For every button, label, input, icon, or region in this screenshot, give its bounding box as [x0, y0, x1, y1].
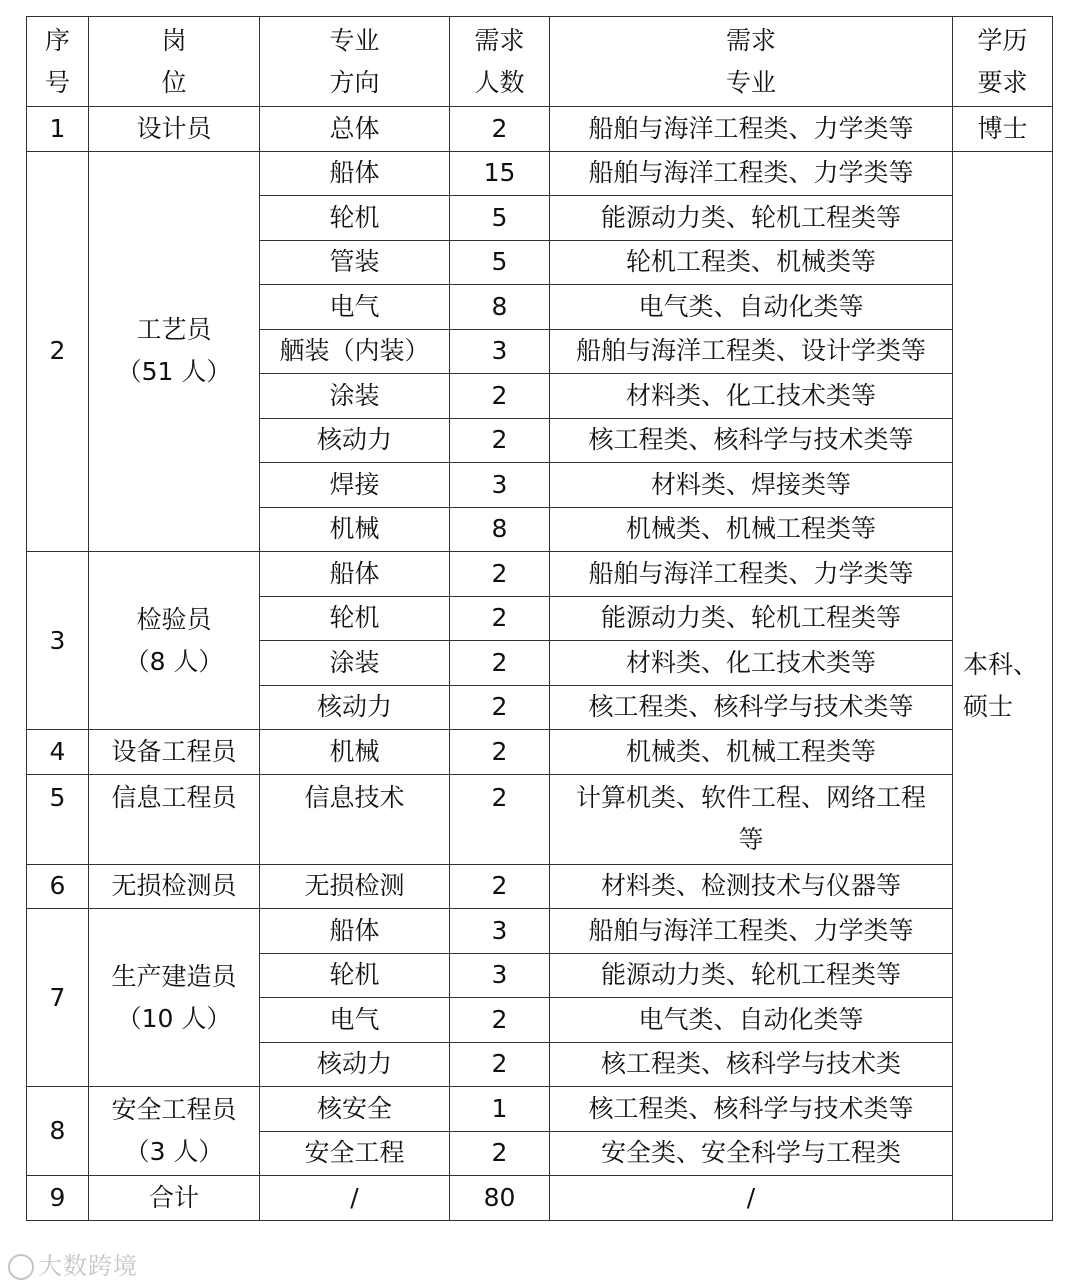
- table-row: [27, 864, 1053, 909]
- cell-text: 3: [49, 625, 66, 655]
- major-cell: [550, 641, 953, 686]
- post-cell: [89, 909, 260, 1087]
- direction-cell: [260, 552, 450, 597]
- cell-text: 8: [491, 514, 508, 544]
- count-cell: [450, 641, 550, 686]
- cell-text: 5: [49, 782, 66, 812]
- cell-text: （8 人）: [124, 646, 224, 676]
- cell-text: 船体: [329, 558, 380, 588]
- cell-text: 材料类、化工技术类等: [625, 647, 876, 677]
- cell-text: 2: [491, 380, 508, 410]
- cell-text: 生产建造员: [111, 961, 237, 991]
- header-edu: 学历 要求: [953, 17, 1053, 107]
- major-cell: [550, 1087, 953, 1132]
- edu-cell: [953, 107, 1053, 152]
- seq-cell: [27, 552, 89, 730]
- table-row: [27, 107, 1053, 152]
- cell-text: 轮机: [329, 960, 380, 990]
- cell-text: 设备工程员: [111, 736, 237, 766]
- direction-cell: [260, 774, 450, 864]
- post-cell: [89, 864, 260, 909]
- header-post: 岗 位: [89, 17, 260, 107]
- cell-text: 涂装: [329, 380, 380, 410]
- cell-text: 能源动力类、轮机工程类等: [600, 202, 901, 232]
- cell-text: 总体: [329, 113, 380, 143]
- direction-cell: [260, 596, 450, 641]
- direction-cell: [260, 196, 450, 241]
- cell-text: 安全工程: [304, 1138, 405, 1168]
- cell-text: 8: [49, 1116, 66, 1145]
- cell-text: 2: [491, 113, 508, 143]
- cell-text: 能源动力类、轮机工程类等: [600, 960, 901, 990]
- header-count: 需求 人数: [450, 17, 550, 107]
- direction-cell: [260, 374, 450, 419]
- count-cell: [450, 463, 550, 508]
- count-cell: [450, 909, 550, 954]
- cell-text: 轮机工程类、机械类等: [625, 247, 876, 277]
- cell-text: 2: [491, 425, 508, 455]
- header-seq: 序 号: [27, 17, 89, 107]
- direction-cell: [260, 998, 450, 1043]
- direction-cell: [260, 685, 450, 730]
- total-count-cell: [450, 1176, 550, 1221]
- cell-text: 船舶与海洋工程类、设计学类等: [575, 336, 926, 366]
- direction-cell: [260, 1042, 450, 1087]
- total-direction-cell: [260, 1176, 450, 1221]
- cell-text: 材料类、焊接类等: [650, 469, 851, 499]
- cell-text: 3: [491, 960, 508, 990]
- cell-text: 船体: [329, 915, 380, 945]
- major-cell: [550, 285, 953, 330]
- cell-text: 信息技术: [304, 782, 405, 812]
- count-cell: [450, 1131, 550, 1176]
- cell-text: /: [350, 1182, 359, 1212]
- watermark-logo-icon: [8, 1254, 34, 1280]
- table-row: [27, 730, 1053, 775]
- cell-text: 材料类、检测技术与仪器等: [600, 871, 901, 901]
- count-cell: [450, 107, 550, 152]
- post-cell: [89, 552, 260, 730]
- post-cell: [89, 730, 260, 775]
- cell-text: 9: [49, 1182, 66, 1212]
- cell-text: 核工程类、核科学与技术类等: [588, 1093, 914, 1123]
- cell-text: （10 人）: [116, 1003, 232, 1033]
- cell-text: 1: [49, 113, 66, 143]
- direction-cell: [260, 107, 450, 152]
- major-cell: [550, 1131, 953, 1176]
- direction-cell: [260, 1087, 450, 1132]
- header-row: [27, 17, 1053, 107]
- cell-text: 2: [491, 603, 508, 633]
- cell-text: 轮机: [329, 202, 380, 232]
- count-cell: [450, 774, 550, 864]
- cell-text: 电气类、自动化类等: [638, 1004, 864, 1034]
- count-cell: [450, 1087, 550, 1132]
- post-cell: [89, 774, 260, 864]
- cell-text: 等: [738, 825, 764, 854]
- cell-text: 7: [49, 982, 66, 1012]
- cell-text: 机械: [329, 736, 380, 766]
- direction-cell: [260, 507, 450, 552]
- total-label-cell: [89, 1176, 260, 1221]
- major-cell: [550, 507, 953, 552]
- direction-cell: [260, 909, 450, 954]
- major-cell: [550, 552, 953, 597]
- count-cell: [450, 1042, 550, 1087]
- cell-text: 2: [491, 871, 508, 901]
- cell-text: 2: [491, 692, 508, 722]
- cell-text: 轮机: [329, 603, 380, 633]
- cell-text: 核动力: [316, 692, 392, 722]
- count-cell: [450, 151, 550, 196]
- major-cell: [550, 463, 953, 508]
- count-cell: [450, 418, 550, 463]
- cell-text: 材料类、化工技术类等: [625, 380, 876, 410]
- major-cell: [550, 953, 953, 998]
- cell-text: （3 人）: [124, 1137, 224, 1166]
- major-cell: [550, 774, 953, 864]
- cell-text: 5: [491, 247, 508, 277]
- seq-cell: [27, 107, 89, 152]
- cell-text: 2: [491, 782, 508, 812]
- major-cell: [550, 1042, 953, 1087]
- count-cell: [450, 329, 550, 374]
- cell-text: 硕士: [963, 691, 1014, 721]
- header-major: 需求 专业: [550, 17, 953, 107]
- cell-text: 工艺员: [136, 315, 212, 345]
- cell-text: 舾装（内装）: [279, 336, 430, 366]
- cell-text: 电气类、自动化类等: [638, 291, 864, 321]
- cell-text: 合计: [148, 1182, 199, 1212]
- cell-text: 焊接: [329, 469, 380, 499]
- post-cell: [89, 107, 260, 152]
- cell-text: 2: [491, 647, 508, 677]
- cell-text: 能源动力类、轮机工程类等: [600, 603, 901, 633]
- seq-cell: [27, 730, 89, 775]
- major-cell: [550, 374, 953, 419]
- shared-edu-cell: [953, 151, 1053, 1220]
- major-cell: [550, 909, 953, 954]
- cell-text: 博士: [977, 113, 1028, 143]
- recruitment-table: [26, 16, 1053, 1221]
- count-cell: [450, 196, 550, 241]
- count-cell: [450, 953, 550, 998]
- count-cell: [450, 507, 550, 552]
- cell-text: 船舶与海洋工程类、力学类等: [588, 113, 914, 143]
- cell-text: 检验员: [136, 604, 212, 634]
- post-cell: [89, 151, 260, 552]
- cell-text: 计算机类、软件工程、网络工程: [575, 783, 926, 812]
- major-cell: [550, 730, 953, 775]
- seq-cell: [27, 151, 89, 552]
- count-cell: [450, 285, 550, 330]
- count-cell: [450, 685, 550, 730]
- count-cell: [450, 730, 550, 775]
- cell-text: 核动力: [316, 1049, 392, 1079]
- major-cell: [550, 998, 953, 1043]
- seq-cell: [27, 1087, 89, 1176]
- direction-cell: [260, 1131, 450, 1176]
- table-row: [27, 151, 1053, 196]
- major-cell: [550, 329, 953, 374]
- cell-text: 船体: [329, 158, 380, 188]
- major-cell: [550, 196, 953, 241]
- cell-text: 安全类、安全科学与工程类: [600, 1138, 901, 1168]
- cell-text: 船舶与海洋工程类、力学类等: [588, 158, 914, 188]
- cell-text: 3: [491, 915, 508, 945]
- major-cell: [550, 418, 953, 463]
- cell-text: 电气: [329, 1004, 380, 1034]
- table-row: [27, 552, 1053, 597]
- cell-text: 无损检测员: [111, 871, 237, 901]
- direction-cell: [260, 240, 450, 285]
- count-cell: [450, 552, 550, 597]
- cell-text: 信息工程员: [111, 782, 237, 812]
- cell-text: 80: [483, 1182, 516, 1212]
- cell-text: 2: [49, 336, 66, 366]
- cell-text: 机械类、机械工程类等: [625, 736, 876, 766]
- direction-cell: [260, 151, 450, 196]
- direction-cell: [260, 641, 450, 686]
- total-row: [27, 1176, 1053, 1221]
- cell-text: 涂装: [329, 647, 380, 677]
- cell-text: 2: [491, 1004, 508, 1034]
- major-cell: [550, 107, 953, 152]
- major-cell: [550, 240, 953, 285]
- cell-text: 核工程类、核科学与技术类: [600, 1049, 901, 1079]
- cell-text: 设计员: [136, 113, 212, 143]
- cell-text: 3: [491, 336, 508, 366]
- cell-text: 2: [491, 736, 508, 766]
- seq-cell: [27, 774, 89, 864]
- cell-text: 15: [483, 158, 516, 188]
- cell-text: 机械类、机械工程类等: [625, 514, 876, 544]
- count-cell: [450, 998, 550, 1043]
- cell-text: /: [746, 1182, 756, 1212]
- seq-cell: [27, 909, 89, 1087]
- cell-text: 本科、: [963, 649, 1039, 679]
- cell-text: 机械: [329, 514, 380, 544]
- count-cell: [450, 374, 550, 419]
- cell-text: 无损检测: [304, 871, 405, 901]
- cell-text: 核工程类、核科学与技术类等: [588, 425, 914, 455]
- cell-text: 2: [491, 558, 508, 588]
- direction-cell: [260, 730, 450, 775]
- cell-text: 2: [491, 1049, 508, 1079]
- cell-text: 4: [49, 736, 66, 766]
- total-seq-cell: [27, 1176, 89, 1221]
- cell-text: 8: [491, 291, 508, 321]
- cell-text: 3: [491, 469, 508, 499]
- major-cell: [550, 596, 953, 641]
- direction-cell: [260, 285, 450, 330]
- cell-text: 6: [49, 871, 66, 901]
- direction-cell: [260, 418, 450, 463]
- count-cell: [450, 596, 550, 641]
- table-body: [27, 17, 1053, 1221]
- table-row: [27, 774, 1053, 864]
- header-direction: 专业 方向: [260, 17, 450, 107]
- direction-cell: [260, 463, 450, 508]
- cell-text: 船舶与海洋工程类、力学类等: [588, 558, 914, 588]
- table-row: [27, 909, 1053, 954]
- cell-text: 船舶与海洋工程类、力学类等: [588, 915, 914, 945]
- major-cell: [550, 864, 953, 909]
- count-cell: [450, 864, 550, 909]
- cell-text: 管装: [329, 247, 380, 277]
- cell-text: 安全工程员: [111, 1095, 237, 1124]
- seq-cell: [27, 864, 89, 909]
- cell-text: 核动力: [316, 425, 392, 455]
- watermark: 大数跨境: [8, 1246, 138, 1281]
- cell-text: 1: [491, 1093, 508, 1123]
- cell-text: 核工程类、核科学与技术类等: [588, 692, 914, 722]
- cell-text: （51 人）: [116, 357, 232, 387]
- table-row: [27, 1087, 1053, 1132]
- cell-text: 电气: [329, 291, 380, 321]
- cell-text: 5: [491, 202, 508, 232]
- major-cell: [550, 151, 953, 196]
- count-cell: [450, 240, 550, 285]
- total-major-cell: [550, 1176, 953, 1221]
- cell-text: 核安全: [316, 1093, 392, 1123]
- cell-text: 2: [491, 1138, 508, 1168]
- direction-cell: [260, 864, 450, 909]
- direction-cell: [260, 329, 450, 374]
- post-cell: [89, 1087, 260, 1176]
- major-cell: [550, 685, 953, 730]
- direction-cell: [260, 953, 450, 998]
